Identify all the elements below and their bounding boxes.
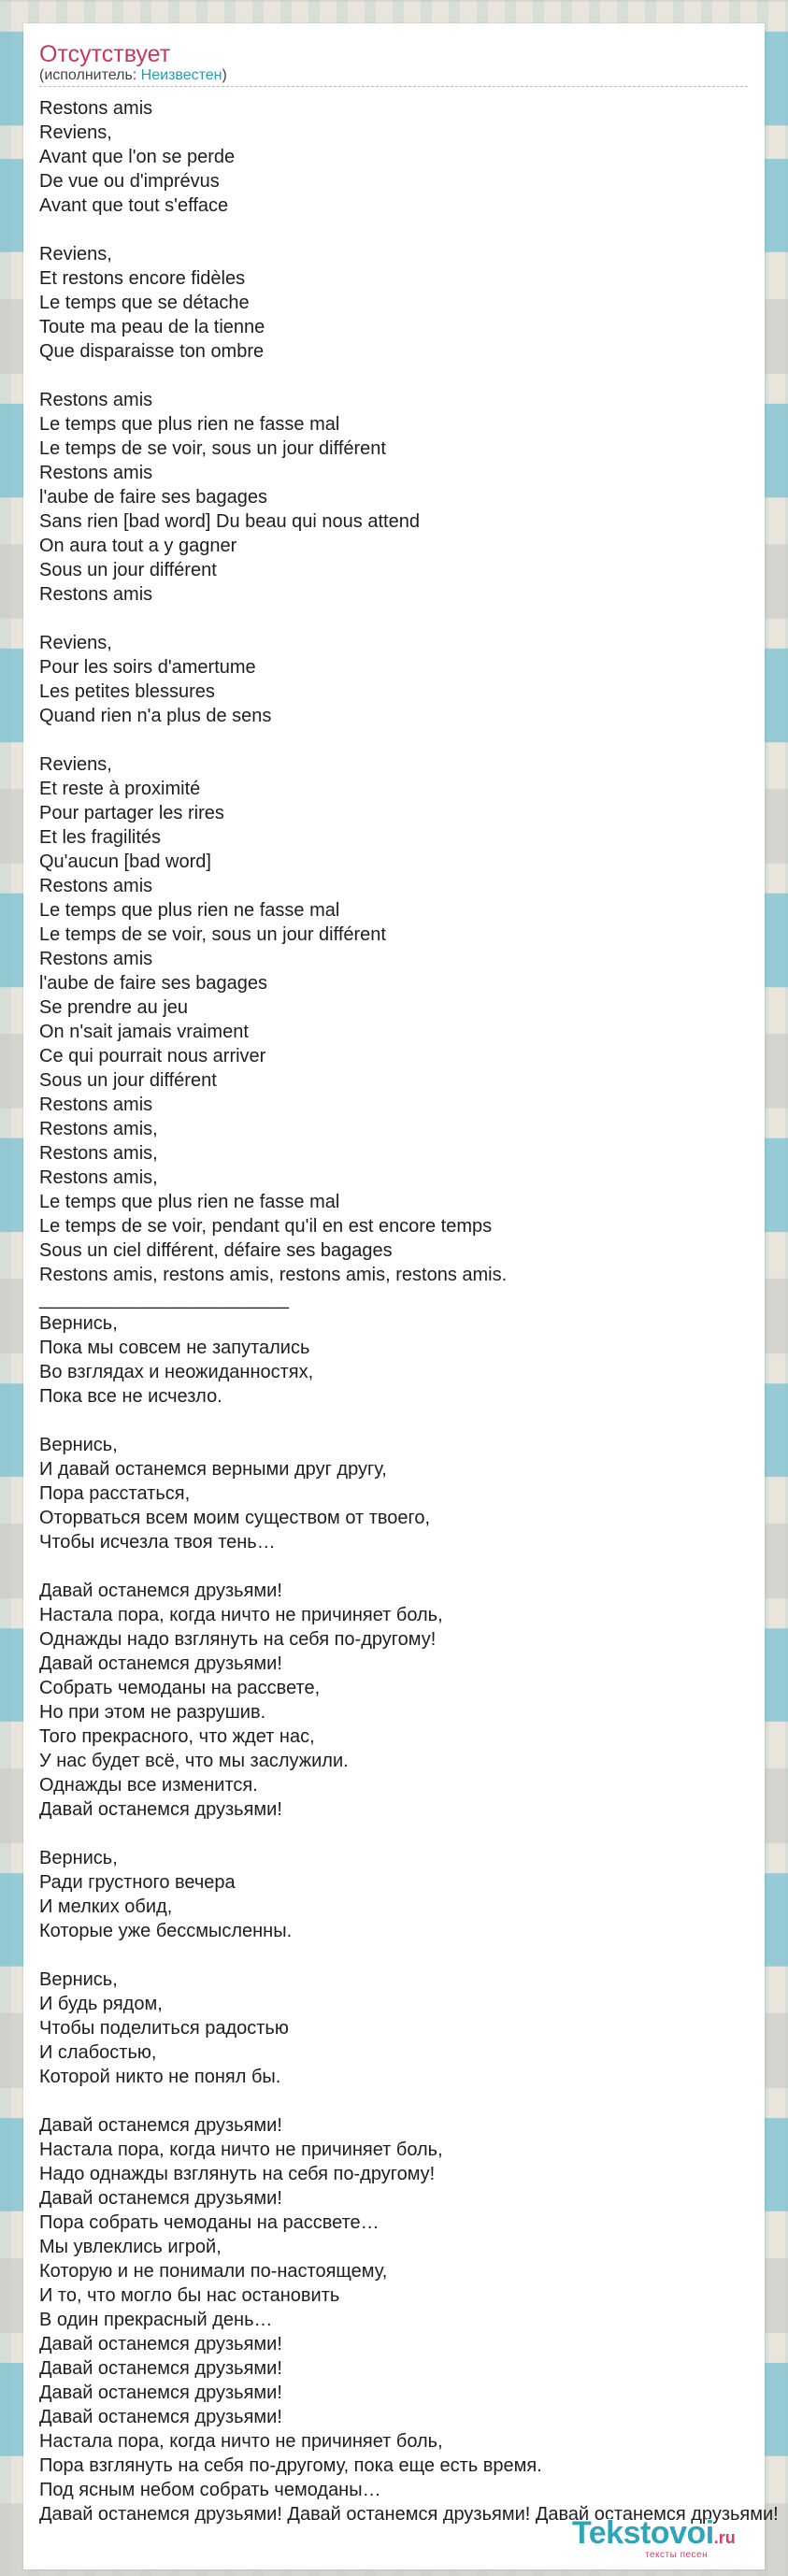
- logo-tld: .ru: [713, 2528, 736, 2547]
- lyric-line: l'aube de faire ses bagages: [39, 487, 267, 508]
- lyric-line: Et restons encore fidèles: [39, 268, 246, 289]
- lyric-line: И то, что могло бы нас остановить: [39, 2285, 340, 2306]
- lyric-line: Reviens,: [39, 244, 112, 265]
- lyric-line: Вернись,: [39, 1969, 118, 1990]
- lyric-line: Давай останемся друзьями!: [39, 2115, 282, 2136]
- lyric-line: Давай останемся друзьями!: [39, 1581, 282, 1601]
- lyric-line: В один прекрасный день…: [39, 2310, 273, 2330]
- lyrics-stanza: [39, 388, 748, 607]
- lyric-line: И давай останемся верными друг другу,: [39, 1459, 387, 1480]
- lyric-line: Которую и не понимали по-настоящему,: [39, 2261, 388, 2282]
- lyric-line: Le temps que plus rien ne fasse mal: [39, 414, 340, 435]
- lyric-line: Давай останемся друзьями!: [39, 2383, 282, 2403]
- lyrics-original: [39, 96, 748, 1287]
- lyric-line: У нас будет всё, что мы заслужили.: [39, 1751, 349, 1771]
- lyrics-separator: ________________________: [39, 1289, 289, 1309]
- lyrics-stanza: [39, 1311, 748, 1409]
- lyric-line: Пока все не исчезло.: [39, 1386, 222, 1407]
- lyric-line: Во взглядах и неожиданностях,: [39, 1362, 314, 1382]
- lyric-line: Однажды все изменится.: [39, 1775, 258, 1796]
- lyric-line: Avant que l'on se perde: [39, 147, 236, 167]
- lyrics-translation: [39, 1311, 779, 2526]
- lyric-line: Настала пора, когда ничто не причиняет боль,: [39, 1605, 443, 1625]
- lyric-line: Пока мы совсем не запутались: [39, 1338, 310, 1358]
- lyrics-stanza: [39, 242, 748, 364]
- lyric-line: Restons amis,: [39, 1119, 158, 1139]
- lyric-line: Restons amis,: [39, 1167, 158, 1188]
- lyric-line: Давай останемся друзьями!: [39, 2358, 282, 2379]
- lyric-line: On aura tout a y gagner: [39, 536, 237, 556]
- lyric-line: Restons amis: [39, 876, 153, 896]
- lyrics-stanza: [39, 752, 748, 1287]
- lyric-line: Давай останемся друзьями!: [39, 1799, 282, 1820]
- lyric-line: Собрать чемоданы на рассвете,: [39, 1678, 321, 1698]
- lyric-line: Le temps que se détache: [39, 293, 250, 313]
- artist-prefix: (исполнитель:: [39, 67, 141, 83]
- lyric-line: Pour partager les rires: [39, 803, 224, 823]
- lyric-line: Пора собрать чемоданы на рассвете…: [39, 2212, 380, 2233]
- lyric-line: Les petites blessures: [39, 681, 215, 702]
- lyrics-stanza: [39, 1846, 748, 1943]
- lyric-line: Le temps de se voir, pendant qu'il en est encore temps: [39, 1216, 493, 1237]
- lyric-line: Чтобы исчезла твоя тень…: [39, 1532, 276, 1553]
- lyric-line: И будь рядом,: [39, 1994, 163, 2014]
- lyric-line: И мелких обид,: [39, 1896, 173, 1917]
- lyric-line: Но при этом не разрушив.: [39, 1702, 266, 1723]
- lyric-line: Давай останемся друзьями!: [39, 2407, 282, 2427]
- lyric-line: Sous un jour différent: [39, 560, 217, 580]
- lyrics-card: [23, 23, 779, 2569]
- lyrics-stanza: [39, 1433, 748, 1554]
- lyrics-stanza: [39, 631, 748, 728]
- lyric-line: Restons amis,: [39, 1143, 158, 1164]
- lyric-line: Которой никто не понял бы.: [39, 2067, 281, 2087]
- lyric-line: Et les fragilités: [39, 827, 162, 848]
- lyrics-stanza: [39, 2113, 779, 2526]
- lyric-line: Чтобы поделиться радостью: [39, 2018, 289, 2039]
- lyric-line: Pour les soirs d'amertume: [39, 657, 256, 678]
- lyric-line: Того прекрасного, что ждет нас,: [39, 1726, 315, 1747]
- lyric-line: Restons amis: [39, 584, 153, 605]
- lyric-line: Давай останемся друзьями! Давай останемся друзьями! Давай останемся друзьями!: [39, 2504, 779, 2525]
- lyric-line: On n'sait jamais vraiment: [39, 1022, 249, 1042]
- lyric-line: Sous un ciel différent, défaire ses bagages: [39, 1240, 393, 1261]
- lyric-line: Et reste à proximité: [39, 779, 201, 799]
- lyric-line: Le temps de se voir, sous un jour différent: [39, 438, 386, 459]
- lyric-line: Avant que tout s'efface: [39, 195, 229, 216]
- lyrics-stanza: [39, 1968, 748, 2089]
- lyrics-stanza: [39, 1579, 748, 1822]
- lyric-line: Надо однажды взглянуть на себя по-другому!: [39, 2164, 436, 2184]
- logo-name: Tekstovoi: [572, 2515, 714, 2551]
- lyric-line: Restons amis: [39, 463, 153, 483]
- lyric-line: l'aube de faire ses bagages: [39, 973, 267, 994]
- lyric-line: Restons amis: [39, 98, 153, 119]
- lyric-line: Мы увлеклись игрой,: [39, 2237, 222, 2257]
- lyric-line: Le temps de se voir, sous un jour différent: [39, 924, 386, 945]
- artist-line: [39, 67, 748, 87]
- lyric-line: Однажды надо взглянуть на себя по-другому!: [39, 1629, 437, 1650]
- lyric-line: Давай останемся друзьями!: [39, 1653, 282, 1674]
- song-title: Отсутствует: [39, 41, 171, 67]
- lyric-line: Настала пора, когда ничто не причиняет боль,: [39, 2140, 443, 2160]
- lyric-line: Пора взглянуть на себя по-другому, пока еще есть время.: [39, 2455, 542, 2476]
- lyric-line: Которые уже бессмысленны.: [39, 1921, 293, 1941]
- lyric-line: Qu'aucun [bad word]: [39, 852, 211, 872]
- lyric-line: Reviens,: [39, 754, 112, 775]
- lyric-line: Ce qui pourrait nous arriver: [39, 1046, 266, 1066]
- lyric-line: Restons amis: [39, 1095, 153, 1115]
- lyric-line: Sous un jour différent: [39, 1070, 217, 1091]
- lyric-line: И слабостью,: [39, 2042, 157, 2063]
- lyric-line: Вернись,: [39, 1435, 118, 1455]
- site-logo[interactable]: [572, 2516, 759, 2561]
- lyrics-block: [39, 96, 779, 2526]
- lyric-line: Sans rien [bad word] Du beau qui nous attend: [39, 511, 420, 532]
- artist-suffix: ): [222, 67, 227, 83]
- lyric-line: Restons amis: [39, 949, 153, 969]
- lyric-line: Se prendre au jeu: [39, 997, 189, 1018]
- lyric-line: Оторваться всем моим существом от твоего,: [39, 1508, 431, 1528]
- lyric-line: De vue ou d'imprévus: [39, 171, 220, 192]
- lyric-line: Quand rien n'a plus de sens: [39, 706, 272, 726]
- lyric-line: Le temps que plus rien ne fasse mal: [39, 1192, 340, 1212]
- artist-link[interactable]: Неизвестен: [140, 67, 222, 83]
- lyric-line: Ради грустного вечера: [39, 1872, 236, 1893]
- lyric-line: Настала пора, когда ничто не причиняет боль,: [39, 2431, 443, 2452]
- lyrics-stanza: [39, 96, 748, 218]
- lyric-line: Reviens,: [39, 122, 112, 143]
- lyric-line: Le temps que plus rien ne fasse mal: [39, 900, 340, 921]
- lyric-line: Давай останемся друзьями!: [39, 2334, 282, 2354]
- logo-tagline: тексты песен: [645, 2550, 709, 2560]
- lyric-line: Restons amis, restons amis, restons amis, restons amis.: [39, 1265, 508, 1285]
- lyric-line: Пора расстаться,: [39, 1483, 191, 1504]
- lyric-line: Que disparaisse ton ombre: [39, 341, 265, 362]
- lyric-line: Вернись,: [39, 1848, 118, 1868]
- lyric-line: Давай останемся друзьями!: [39, 2188, 282, 2209]
- lyric-line: Вернись,: [39, 1313, 118, 1334]
- lyric-line: Reviens,: [39, 633, 112, 653]
- lyric-line: Restons amis: [39, 390, 153, 410]
- lyric-line: Toute ma peau de la tienne: [39, 317, 265, 337]
- lyric-line: Под ясным небом собрать чемоданы…: [39, 2480, 381, 2500]
